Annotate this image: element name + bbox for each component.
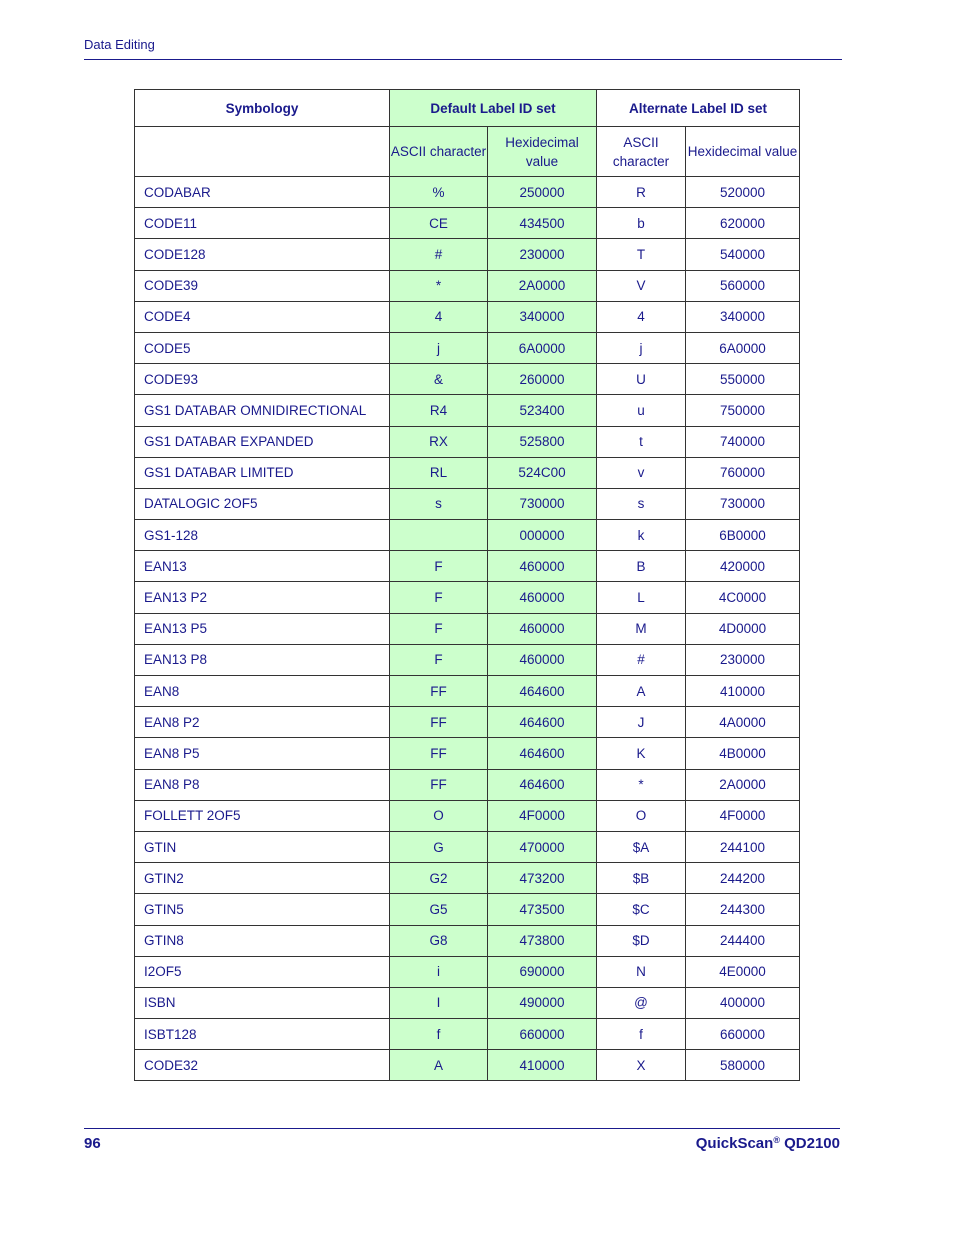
- alt-ascii-cell: $B: [597, 863, 686, 894]
- alt-ascii-cell: X: [597, 1050, 686, 1081]
- default-hex-cell: 464600: [488, 707, 597, 738]
- alt-hex-cell: 4A0000: [686, 707, 800, 738]
- table-row: [135, 239, 800, 270]
- default-hex-cell: 460000: [488, 551, 597, 582]
- product-name: [696, 1135, 840, 1152]
- default-ascii-cell: i: [390, 956, 488, 987]
- page-number: 96: [84, 1135, 101, 1152]
- table-subheader-row: [135, 127, 800, 177]
- symbology-cell: FOLLETT 2OF5: [135, 800, 390, 831]
- symbology-cell: DATALOGIC 2OF5: [135, 488, 390, 519]
- alt-hex-cell: 550000: [686, 364, 800, 395]
- default-ascii-cell: FF: [390, 707, 488, 738]
- default-hex-cell: 464600: [488, 738, 597, 769]
- alt-ascii-cell: $D: [597, 925, 686, 956]
- symbology-cell: GS1 DATABAR LIMITED: [135, 457, 390, 488]
- table-row: [135, 644, 800, 675]
- alt-hex-cell: 6B0000: [686, 520, 800, 551]
- symbology-cell: CODE11: [135, 208, 390, 239]
- table-row: [135, 925, 800, 956]
- label-id-table: [134, 89, 800, 1081]
- default-hex-cell: 730000: [488, 488, 597, 519]
- table-row: [135, 457, 800, 488]
- symbology-cell: EAN13: [135, 551, 390, 582]
- default-ascii-cell: #: [390, 239, 488, 270]
- alt-hex-cell: 4C0000: [686, 582, 800, 613]
- registered-mark: ®: [773, 1135, 780, 1145]
- default-hex-cell: 6A0000: [488, 332, 597, 363]
- alt-hex-cell: 560000: [686, 270, 800, 301]
- default-ascii-cell: G: [390, 831, 488, 862]
- alt-ascii-cell: j: [597, 332, 686, 363]
- table-row: [135, 831, 800, 862]
- alt-hex-cell: 2A0000: [686, 769, 800, 800]
- alt-ascii-cell: $A: [597, 831, 686, 862]
- alt-ascii-cell: t: [597, 426, 686, 457]
- table-row: [135, 520, 800, 551]
- alt-ascii-cell: @: [597, 987, 686, 1018]
- alt-hex-cell: 760000: [686, 457, 800, 488]
- header-divider: [84, 59, 842, 60]
- default-set-header: Default Label ID set: [390, 90, 597, 127]
- alt-hex-cell: 660000: [686, 1019, 800, 1050]
- alt-hex-cell: 420000: [686, 551, 800, 582]
- default-hex-subheader: Hexidecimal value: [488, 127, 597, 177]
- default-ascii-cell: *: [390, 270, 488, 301]
- default-ascii-cell: %: [390, 177, 488, 208]
- default-ascii-cell: f: [390, 1019, 488, 1050]
- default-hex-cell: 460000: [488, 644, 597, 675]
- table-row: [135, 208, 800, 239]
- default-ascii-cell: I: [390, 987, 488, 1018]
- default-ascii-cell: FF: [390, 769, 488, 800]
- alt-ascii-cell: R: [597, 177, 686, 208]
- table-row: [135, 707, 800, 738]
- alt-ascii-cell: f: [597, 1019, 686, 1050]
- table-row: [135, 177, 800, 208]
- alt-hex-cell: 400000: [686, 987, 800, 1018]
- table-row: [135, 395, 800, 426]
- default-hex-cell: 250000: [488, 177, 597, 208]
- default-ascii-cell: FF: [390, 676, 488, 707]
- table-row: [135, 1019, 800, 1050]
- symbology-header: Symbology: [135, 90, 390, 127]
- default-ascii-cell: R4: [390, 395, 488, 426]
- alt-ascii-cell: M: [597, 613, 686, 644]
- default-hex-cell: 473500: [488, 894, 597, 925]
- symbology-cell: GTIN: [135, 831, 390, 862]
- alt-ascii-cell: J: [597, 707, 686, 738]
- symbology-cell: CODE4: [135, 301, 390, 332]
- default-ascii-cell: O: [390, 800, 488, 831]
- symbology-cell: EAN8 P8: [135, 769, 390, 800]
- alt-ascii-cell: *: [597, 769, 686, 800]
- default-hex-cell: 523400: [488, 395, 597, 426]
- alt-hex-cell: 4E0000: [686, 956, 800, 987]
- alt-ascii-cell: $C: [597, 894, 686, 925]
- default-hex-cell: 470000: [488, 831, 597, 862]
- default-hex-cell: 000000: [488, 520, 597, 551]
- default-hex-cell: 410000: [488, 1050, 597, 1081]
- default-hex-cell: 490000: [488, 987, 597, 1018]
- alt-hex-cell: 580000: [686, 1050, 800, 1081]
- default-ascii-cell: [390, 520, 488, 551]
- alt-hex-cell: 750000: [686, 395, 800, 426]
- alt-ascii-cell: v: [597, 457, 686, 488]
- table-row: [135, 956, 800, 987]
- alt-ascii-cell: N: [597, 956, 686, 987]
- alt-ascii-cell: K: [597, 738, 686, 769]
- table-row: [135, 863, 800, 894]
- table-row: [135, 332, 800, 363]
- default-hex-cell: 660000: [488, 1019, 597, 1050]
- default-ascii-cell: &: [390, 364, 488, 395]
- table-row: [135, 1050, 800, 1081]
- default-ascii-cell: A: [390, 1050, 488, 1081]
- table-row: [135, 582, 800, 613]
- table-row: [135, 426, 800, 457]
- default-hex-cell: 524C00: [488, 457, 597, 488]
- table-row: [135, 488, 800, 519]
- symbology-cell: EAN13 P2: [135, 582, 390, 613]
- default-hex-cell: 340000: [488, 301, 597, 332]
- alt-ascii-cell: B: [597, 551, 686, 582]
- alt-hex-cell: 4D0000: [686, 613, 800, 644]
- alt-hex-cell: 520000: [686, 177, 800, 208]
- default-ascii-cell: G8: [390, 925, 488, 956]
- table-row: [135, 800, 800, 831]
- alt-hex-cell: 244200: [686, 863, 800, 894]
- default-hex-cell: 260000: [488, 364, 597, 395]
- alt-ascii-cell: L: [597, 582, 686, 613]
- table-row: [135, 987, 800, 1018]
- symbology-cell: EAN8: [135, 676, 390, 707]
- alt-hex-cell: 620000: [686, 208, 800, 239]
- default-ascii-cell: FF: [390, 738, 488, 769]
- table-body: [135, 177, 800, 1081]
- default-ascii-cell: 4: [390, 301, 488, 332]
- section-title: Data Editing: [84, 37, 155, 52]
- alt-ascii-cell: #: [597, 644, 686, 675]
- alt-hex-cell: 410000: [686, 676, 800, 707]
- blank-subheader-cell: [135, 127, 390, 177]
- alt-ascii-cell: s: [597, 488, 686, 519]
- default-hex-cell: 690000: [488, 956, 597, 987]
- default-ascii-cell: F: [390, 613, 488, 644]
- default-ascii-cell: RX: [390, 426, 488, 457]
- alt-hex-cell: 740000: [686, 426, 800, 457]
- default-hex-cell: 460000: [488, 582, 597, 613]
- alt-ascii-cell: k: [597, 520, 686, 551]
- table-row: [135, 894, 800, 925]
- table-row: [135, 613, 800, 644]
- alt-hex-subheader: Hexidecimal value: [686, 127, 800, 177]
- alt-ascii-cell: O: [597, 800, 686, 831]
- symbology-cell: CODE93: [135, 364, 390, 395]
- alt-ascii-cell: u: [597, 395, 686, 426]
- default-ascii-cell: F: [390, 644, 488, 675]
- table-header-row: [135, 90, 800, 127]
- product-brand: QuickScan: [695, 1135, 774, 1152]
- symbology-cell: GS1 DATABAR EXPANDED: [135, 426, 390, 457]
- table-row: [135, 676, 800, 707]
- symbology-cell: CODE5: [135, 332, 390, 363]
- alt-hex-cell: 244400: [686, 925, 800, 956]
- default-hex-cell: 473800: [488, 925, 597, 956]
- alt-ascii-cell: 4: [597, 301, 686, 332]
- alt-hex-cell: 230000: [686, 644, 800, 675]
- symbology-cell: I2OF5: [135, 956, 390, 987]
- symbology-cell: ISBT128: [135, 1019, 390, 1050]
- default-hex-cell: 464600: [488, 676, 597, 707]
- default-ascii-cell: RL: [390, 457, 488, 488]
- alt-hex-cell: 244300: [686, 894, 800, 925]
- default-ascii-cell: j: [390, 332, 488, 363]
- alt-hex-cell: 244100: [686, 831, 800, 862]
- default-hex-cell: 464600: [488, 769, 597, 800]
- alt-hex-cell: 4B0000: [686, 738, 800, 769]
- default-ascii-cell: G5: [390, 894, 488, 925]
- table-row: [135, 301, 800, 332]
- symbology-cell: GTIN8: [135, 925, 390, 956]
- alt-hex-cell: 4F0000: [686, 800, 800, 831]
- alt-ascii-cell: b: [597, 208, 686, 239]
- symbology-cell: CODE128: [135, 239, 390, 270]
- table-row: [135, 551, 800, 582]
- symbology-cell: GS1-128: [135, 520, 390, 551]
- table-row: [135, 270, 800, 301]
- alt-hex-cell: 6A0000: [686, 332, 800, 363]
- alt-ascii-cell: T: [597, 239, 686, 270]
- symbology-cell: CODABAR: [135, 177, 390, 208]
- table-row: [135, 738, 800, 769]
- symbology-cell: CODE32: [135, 1050, 390, 1081]
- footer-divider: [84, 1128, 840, 1129]
- symbology-cell: CODE39: [135, 270, 390, 301]
- default-hex-cell: 2A0000: [488, 270, 597, 301]
- alt-ascii-cell: A: [597, 676, 686, 707]
- default-hex-cell: 473200: [488, 863, 597, 894]
- default-ascii-cell: F: [390, 551, 488, 582]
- symbology-cell: ISBN: [135, 987, 390, 1018]
- alt-ascii-cell: V: [597, 270, 686, 301]
- default-ascii-cell: F: [390, 582, 488, 613]
- default-hex-cell: 4F0000: [488, 800, 597, 831]
- alt-hex-cell: 730000: [686, 488, 800, 519]
- default-ascii-subheader: ASCII character: [390, 127, 488, 177]
- default-ascii-cell: G2: [390, 863, 488, 894]
- default-hex-cell: 460000: [488, 613, 597, 644]
- alt-hex-cell: 340000: [686, 301, 800, 332]
- default-hex-cell: 434500: [488, 208, 597, 239]
- symbology-cell: GS1 DATABAR OMNIDIRECTIONAL: [135, 395, 390, 426]
- symbology-cell: EAN8 P5: [135, 738, 390, 769]
- default-hex-cell: 230000: [488, 239, 597, 270]
- symbology-cell: EAN8 P2: [135, 707, 390, 738]
- symbology-cell: GTIN5: [135, 894, 390, 925]
- table-row: [135, 364, 800, 395]
- product-model: QD2100: [784, 1135, 840, 1152]
- symbology-cell: EAN13 P5: [135, 613, 390, 644]
- default-ascii-cell: CE: [390, 208, 488, 239]
- default-ascii-cell: s: [390, 488, 488, 519]
- table-row: [135, 769, 800, 800]
- symbology-cell: EAN13 P8: [135, 644, 390, 675]
- alt-ascii-subheader: ASCII character: [597, 127, 686, 177]
- alternate-set-header: Alternate Label ID set: [597, 90, 800, 127]
- alt-ascii-cell: U: [597, 364, 686, 395]
- alt-hex-cell: 540000: [686, 239, 800, 270]
- symbology-cell: GTIN2: [135, 863, 390, 894]
- default-hex-cell: 525800: [488, 426, 597, 457]
